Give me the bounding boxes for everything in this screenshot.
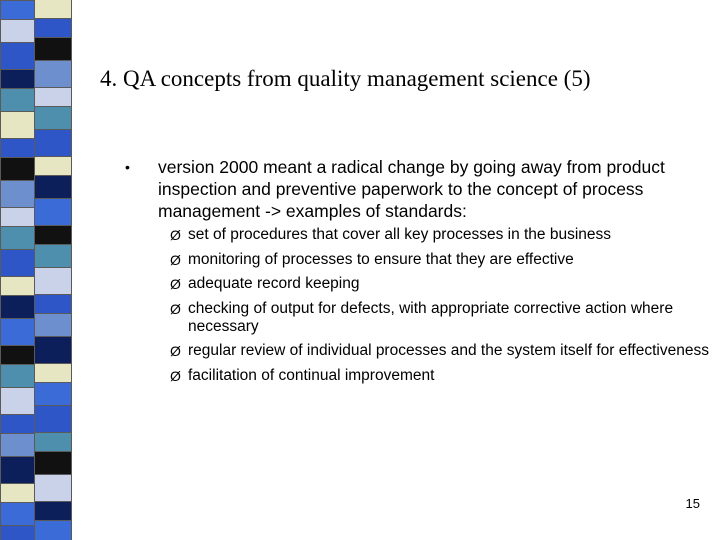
sub-bullet (122, 300, 712, 336)
stripe-block (0, 502, 36, 526)
stripe-block (34, 336, 72, 364)
stripe-block (34, 501, 72, 521)
decorative-stripe (0, 0, 72, 540)
stripe-block (0, 364, 36, 388)
stripe-block (34, 156, 72, 176)
main-bullet (122, 156, 712, 222)
sub-bullet-text: adequate record keeping (188, 275, 360, 292)
stripe-block (0, 157, 36, 181)
sub-bullet-text: facilitation of continual improvement (188, 366, 435, 384)
stripe-block (0, 42, 36, 70)
stripe-block (34, 382, 72, 406)
stripe-block (0, 525, 36, 540)
arrow-icon: Ø (170, 251, 181, 268)
stripe-block (34, 106, 72, 130)
stripe-block (0, 69, 36, 89)
sub-bullet (122, 251, 712, 269)
sub-bullet (122, 367, 712, 385)
page-number: 15 (685, 496, 700, 511)
stripe-block (34, 225, 72, 245)
stripe-block (34, 175, 72, 199)
stripe-block (34, 451, 72, 475)
stripe-block (0, 207, 36, 227)
stripe-block (0, 19, 36, 43)
sub-bullet (122, 275, 712, 293)
stripe-block (34, 244, 72, 268)
slide-title: 4. QA concepts from quality management science (5) (100, 66, 591, 91)
stripe-block (0, 295, 36, 319)
stripe-block (34, 18, 72, 38)
stripe-block (0, 138, 36, 158)
arrow-icon: Ø (170, 227, 181, 243)
stripe-block (0, 456, 36, 484)
stripe-block (34, 313, 72, 337)
stripe-block (0, 318, 36, 346)
stripe-block (0, 345, 36, 365)
stripe-block (34, 363, 72, 383)
stripe-block (0, 180, 36, 208)
stripe-block (0, 88, 36, 112)
sub-bullet-text: set of procedures that cover all key processes in the business (188, 226, 612, 243)
bullet-marker: • (125, 159, 130, 175)
stripe-block (34, 198, 72, 226)
stripe-block (0, 276, 36, 296)
sub-bullet-list (122, 226, 712, 385)
stripe-block (34, 520, 72, 540)
stripe-block (0, 249, 36, 277)
stripe-block (34, 267, 72, 295)
main-bullet-text: version 2000 meant a radical change by going away from product inspection and preventive paperwork to the concept of process management -> examples of standards: (158, 157, 665, 221)
stripe-block (34, 0, 72, 19)
sub-bullet-text: monitoring of processes to ensure that they are effective (188, 250, 574, 268)
stripe-block (0, 414, 36, 434)
stripe-block (0, 111, 36, 139)
slide-body (122, 156, 712, 391)
arrow-icon: Ø (170, 300, 181, 317)
stripe-block (34, 87, 72, 107)
stripe-block (0, 433, 36, 457)
stripe-block (34, 432, 72, 452)
stripe-block (0, 387, 36, 415)
stripe-block (0, 483, 36, 503)
stripe-block (34, 294, 72, 314)
stripe-block (34, 60, 72, 88)
stripe-block (34, 474, 72, 502)
sub-bullet-text: checking of output for defects, with appropriate corrective action where necessary (188, 299, 674, 335)
stripe-block (34, 37, 72, 61)
sub-bullet (122, 342, 712, 360)
stripe-block (0, 0, 36, 20)
arrow-icon: Ø (170, 276, 181, 292)
stripe-block (34, 129, 72, 157)
arrow-icon: Ø (170, 367, 181, 384)
arrow-icon: Ø (170, 343, 181, 359)
sub-bullet (122, 226, 712, 244)
stripe-block (34, 405, 72, 433)
stripe-block (0, 226, 36, 250)
sub-bullet-text: regular review of individual processes and the system itself for effectiveness (188, 342, 709, 359)
